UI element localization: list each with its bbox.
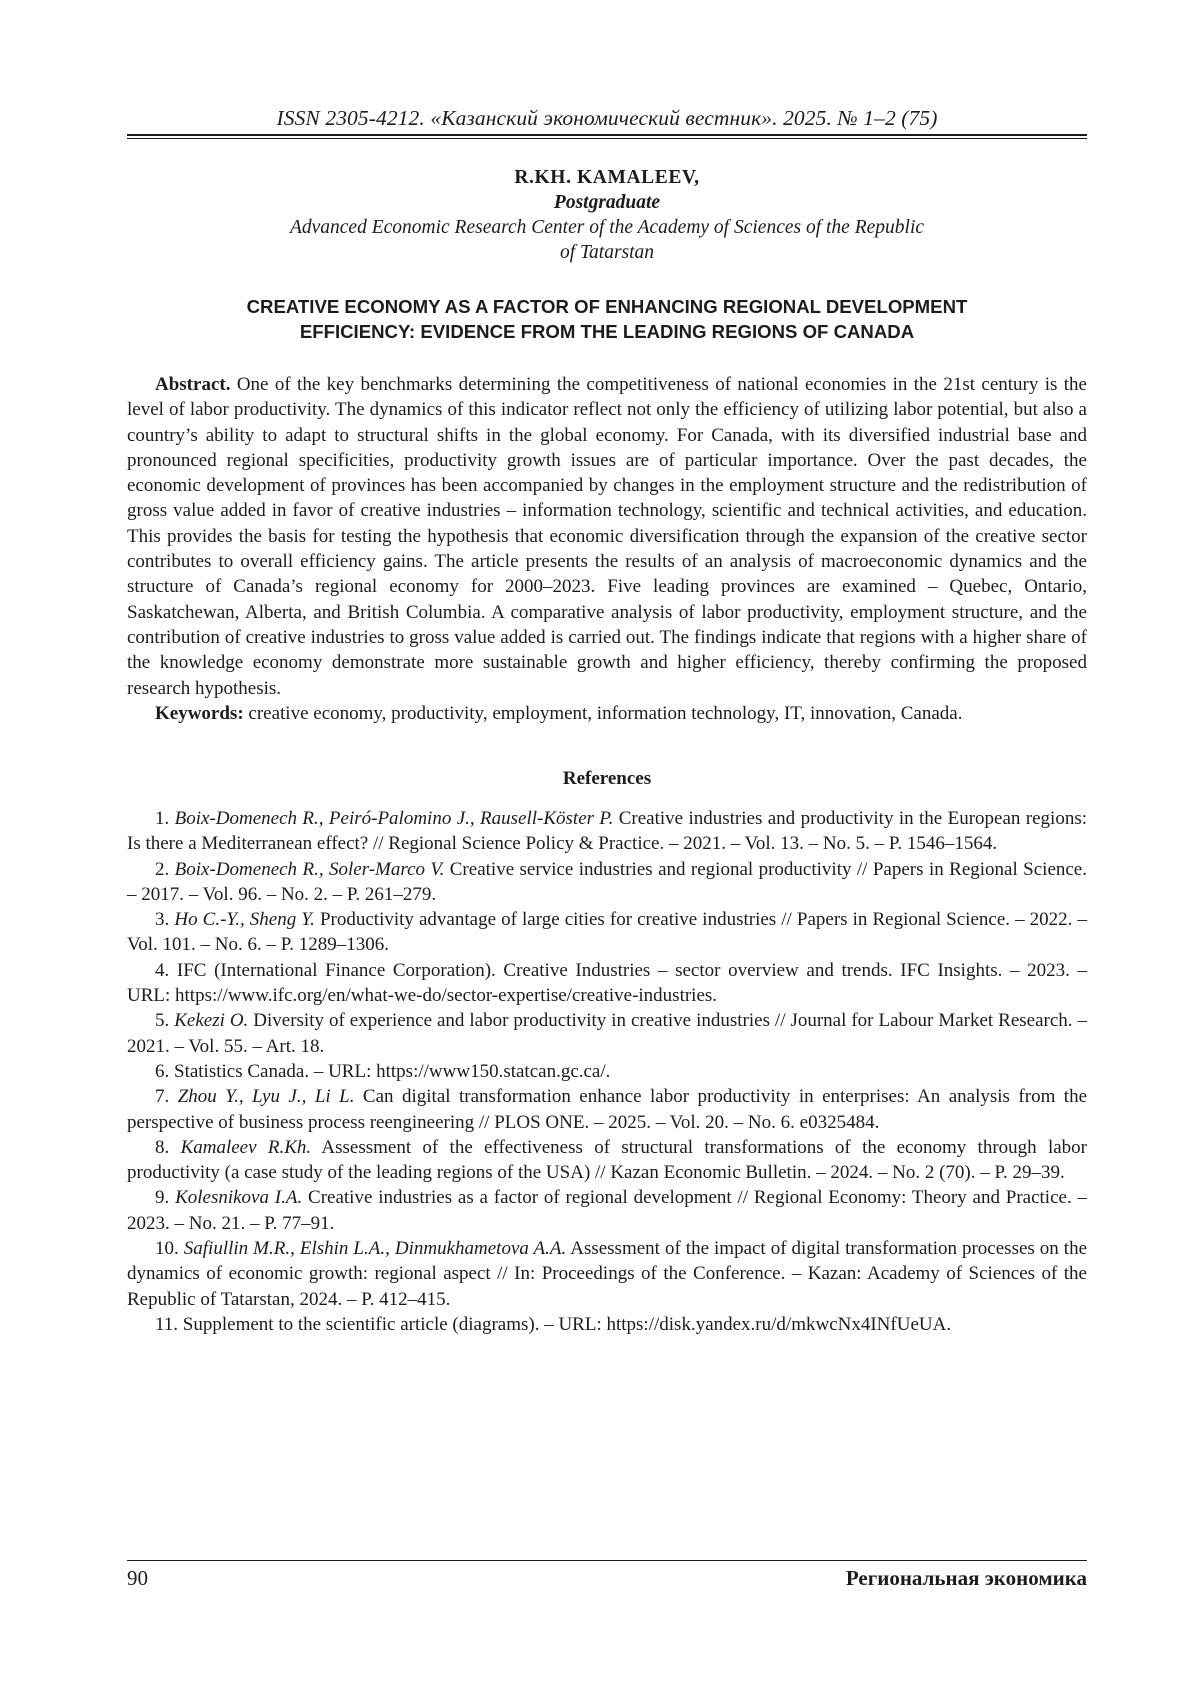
reference-item	[127, 857, 1087, 908]
reference-text: Creative industries and productivity in the European regions: Is there a Mediterranean effect? // Regional Science Policy & Practice. – 2021. – Vol. 13. – No. 5. – P. 1546–1564.	[127, 808, 1088, 855]
reference-item	[127, 1236, 1087, 1312]
references-list	[127, 806, 1087, 1337]
author-affiliation-line1: Advanced Economic Research Center of the Academy of Sciences of the Republic	[289, 217, 925, 238]
reference-number: 1.	[155, 808, 170, 829]
article-title-line2: EFFICIENCY: EVIDENCE FROM THE LEADING REGIONS OF CANADA	[299, 321, 915, 342]
reference-text: Assessment of the effectiveness of structural transformations of the economy through labor productivity (a case study of the leading regions of the USA) // Kazan Economic Bulletin. – 2024. – No. 2 (70). – P. 29–39.	[127, 1136, 1087, 1184]
keywords-text: creative economy, productivity, employment, information technology, IT, innovation, Canada.	[243, 702, 963, 724]
reference-item	[127, 1312, 1087, 1337]
reference-text: IFC (International Finance Corporation). Creative Industries – sector overview and trends. IFC Insights. – 2023. – URL: https://www.ifc.org/en/what-we-do/sector-expertise/creative-industries.	[127, 959, 1088, 1007]
running-header: ISSN 2305-4212. «Казанский экономический вестник». 2025. № 1–2 (75)	[276, 106, 938, 130]
reference-item	[127, 1084, 1087, 1135]
reference-number: 10.	[155, 1238, 179, 1260]
reference-text: Creative industries as a factor of regional development // Regional Economy: Theory and Practice. – 2023. – No. 21. – P. 77–91.	[127, 1187, 1088, 1234]
reference-item	[127, 1059, 1087, 1084]
reference-authors: Boix-Domenech R., Soler-Marco V.	[174, 858, 445, 880]
keywords-label: Keywords:	[155, 702, 244, 724]
page-number: 90	[127, 1566, 148, 1590]
header-rule	[127, 134, 1087, 136]
reference-number: 8.	[155, 1136, 170, 1158]
abstract-paragraph	[127, 372, 1087, 701]
reference-number: 11.	[155, 1313, 179, 1335]
reference-text: Assessment of the impact of digital transformation processes on the dynamics of economic growth: regional aspect // In: Proceedings of the Conference. – Kazan: Academy of Sciences of the Republic of Tatarstan, 2024. – P. 412–415.	[127, 1238, 1088, 1310]
reference-text: Statistics Canada. – URL: https://www150.statcan.gc.ca/.	[174, 1060, 611, 1082]
reference-authors: Kekezi O.	[174, 1010, 249, 1032]
reference-item	[127, 806, 1087, 857]
reference-number: 9.	[155, 1187, 170, 1209]
abstract	[127, 372, 1087, 726]
reference-number: 3.	[155, 909, 170, 931]
reference-number: 2.	[155, 858, 170, 880]
reference-item	[127, 1008, 1087, 1059]
article-title	[127, 294, 1087, 344]
reference-item	[127, 958, 1087, 1009]
reference-number: 5.	[155, 1010, 170, 1032]
reference-text: Diversity of experience and labor productivity in creative industries // Journal for Labour Market Research. – 2021. – Vol. 55. – Art. 18.	[127, 1010, 1087, 1057]
references-heading: References	[562, 768, 652, 789]
keywords-paragraph	[127, 701, 1087, 726]
abstract-label: Abstract.	[155, 374, 231, 395]
reference-number: 4.	[155, 959, 170, 981]
reference-text: Can digital transformation enhance labor productivity in enterprises: An analysis from the perspective of business process reengineering // PLOS ONE. – 2025. – Vol. 20. – No. 6. e0325484.	[127, 1086, 1088, 1133]
reference-authors: Safiullin M.R., Elshin L.A., Dinmukhametova A.A.	[183, 1238, 567, 1260]
reference-item	[127, 1135, 1087, 1186]
author-name: R.KH. KAMALEEV,	[514, 167, 700, 188]
reference-text: Creative service industries and regional productivity // Papers in Regional Science. – 2017. – Vol. 96. – No. 2. – P. 261–279.	[127, 858, 1087, 905]
reference-authors: Boix-Domenech R., Peiró-Palomino J., Rausell-Köster P.	[174, 808, 614, 829]
reference-number: 6.	[155, 1060, 170, 1082]
reference-authors: Ho C.-Y., Sheng Y.	[174, 909, 315, 931]
article-title-line1: CREATIVE ECONOMY AS A FACTOR OF ENHANCING REGIONAL DEVELOPMENT	[246, 296, 968, 317]
abstract-text: One of the key benchmarks determining the competitiveness of national economies in the 21st century is the level of labor productivity. The dynamics of this indicator reflect not only the efficiency of utilizing labor potential, but also a country’s ability to adapt to structural shifts in the global economy. For Canada, with its diversified industrial base and pronounced regional specificities, productivity growth issues are of particular importance. Over the past decades, the economic development of provinces has been accompanied by changes in the employment structure and the redistribution of gross value added in favor of creative industries – information technology, scientific and technical activities, and education. This provides the basis for testing the hypothesis that economic diversification through the expansion of the creative sector contributes to overall efficiency gains. The article presents the results of an analysis of macroeconomic dynamics and the structure of Canada’s regional economy for 2000–2023. Five leading provinces are examined – Quebec, Ontario, Saskatchewan, Alberta, and British Columbia. A comparative analysis of labor productivity, employment structure, and the contribution of creative industries to gross value added is carried out. The findings indicate that regions with a higher share of the knowledge economy demonstrate more sustainable growth and higher efficiency, thereby confirming the proposed research hypothesis.	[127, 374, 1087, 699]
footer-rule	[127, 1560, 1087, 1561]
reference-text: Supplement to the scientific article (diagrams). – URL: https://disk.yandex.ru/d/mkwcNx4INfUeUA.	[182, 1313, 952, 1335]
reference-item	[127, 907, 1087, 958]
reference-item	[127, 1185, 1087, 1236]
reference-authors: Kamaleev R.Kh.	[180, 1136, 312, 1158]
reference-authors: Kolesnikova I.A.	[175, 1187, 303, 1209]
author-affiliation-line2: of Tatarstan	[559, 242, 655, 263]
reference-number: 7.	[155, 1086, 170, 1108]
reference-text: Productivity advantage of large cities for creative industries // Papers in Regional Science. – 2022. – Vol. 101. – No. 6. – P. 1289–1306.	[127, 909, 1088, 956]
author-block	[127, 165, 1087, 265]
footer-section: Региональная экономика	[845, 1566, 1087, 1590]
header-rule-thin	[127, 138, 1087, 139]
reference-authors: Zhou Y., Lyu J., Li L.	[177, 1086, 355, 1108]
author-position: Postgraduate	[553, 192, 661, 213]
